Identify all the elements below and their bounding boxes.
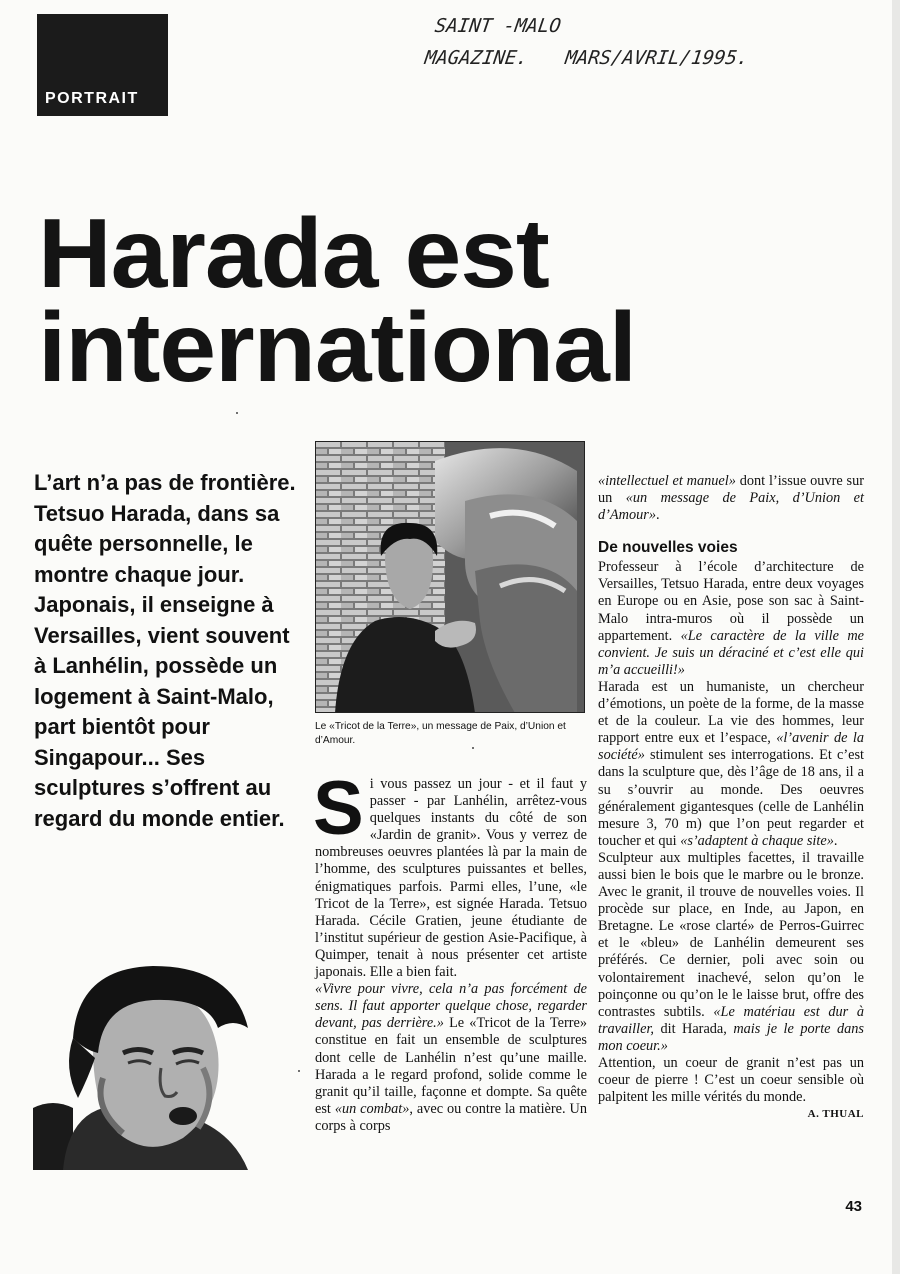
quote-intellectuel: «intellectuel et manuel» [598,473,736,489]
quote-coeur: mais je le porte dans mon coeur.» [598,1020,864,1054]
quote-message: «un message de Paix, d’Union et d’Amour» [598,490,864,524]
paragraph-professeur [598,559,864,679]
handwritten-annotation [425,10,865,74]
author-signature: A. THUAL [807,1108,864,1121]
paragraph-dit-harada: dit Harada, [654,1020,734,1037]
handwritten-date: MARS/AVRIL/1995. [563,47,750,69]
quote-vivre: «Vivre pour vivre, cela n’a pas forcément de sens. Il faut apporter quelque chose, regarder devant, pas derrière.» [315,981,587,1032]
paragraph-continued [598,473,864,524]
paragraph-intro-text: i vous passez un jour - et il faut y passer - par Lanhélin, arrêtez-vous quelques instants du côté de son «Jardin de granit». Vous y verrez de nombreuses oeuvres plantées là par la main de l’homme, des sculptures puissantes et belles, énigmatiques parfois. Parmi elles, l’une, «le Tricot de la Terre», est signée Harada. Tetsuo Harada. Cécile Gratien, jeune étudiante de l’institut supérieur de gestion Asie-Pacifique, à Quimper, tenait à nous présenter cet artiste japonais. Elle a bien fait. [315,776,587,981]
paragraph-sculpteur-text: Sculpteur aux multiples facettes, il travaille aussi bien le bois que le marbre ou le bronze. Avec le granit, il trouve de nouvelles voies. Il procède sur place, en Inde, au Japon, en Bretagne. Le «rose clarté» de Perros-Guirrec et le «bleu» de Lanhélin demeurent ses préférés. Ce dernier, poli avec soin ou volontairement inachevé, selon qu’on le poinçonne ou qu’on le le laisse brut, offre des contrastes subtils. [598,849,864,1020]
quote-materiau: «Le matériau est dur à travailler, [598,1003,864,1037]
quote-caractere: «Le caractère de la ville me convient. Je suis un déraciné et c’est elle qui m’a accueilli!» [598,627,864,678]
rubric-label: PORTRAIT [45,90,139,107]
page-number: 43 [845,1198,862,1215]
article-subheading: De nouvelles voies [598,539,738,557]
print-speck [236,412,238,414]
paragraph-sculpteur [598,850,864,1055]
article-column-1 [313,766,587,1135]
headline-line-1: Harada est [38,198,549,308]
paragraph-humaniste-text: Harada est un humaniste, un chercheur d’émotions, un poète de la forme, de la masse et de la couleur. La vie des hommes, leur rapport entre eux et l’espace, [598,678,864,747]
print-speck [472,747,474,749]
headline-line-2: international [38,292,637,402]
lead-paragraph [34,468,302,834]
photo-caption: Le «Tricot de la Terre», un message de Paix, d’Union et d’Amour. [315,721,566,746]
paragraph-issue-text: dont l’issue ouvre sur un [598,473,864,507]
paragraph-professeur-text: Professeur à l’école d’architecture de Versailles, Tetsuo Harada, entre deux voyages en Europe ou en Asie, pose son sac à Saint-Malo intra-muros où il possède un appartement. [598,559,864,644]
paragraph-conclusion-text: Attention, un coeur de granit n’est pas un coeur de pierre ! C’est un coeur sensible où palpitent les mille vérités du monde. [598,1055,864,1106]
paragraph-humaniste-end: . [833,832,838,849]
lead-text: L’art n’a pas de frontière. Tetsuo Harada, dans sa quête personnelle, le montre chaque jour. Japonais, il enseigne à Versailles, vient souvent à Lanhélin, possède un logement à Saint-Malo, part bientôt pour Singapour... Ses sculptures s’offrent au regard du monde entier. [34,470,296,831]
article-column-2 [598,473,864,1123]
article-headline [38,198,637,402]
drop-cap: S [313,766,364,851]
quote-adaptent: «s’adaptent à chaque site» [680,832,834,849]
quote-combat: «un combat» [334,1100,410,1117]
paragraph-humaniste [598,679,864,850]
section-rubric [37,14,168,116]
sculpture-photo [315,441,585,713]
paragraph-conclusion [598,1055,864,1123]
page-edge-shadow [892,0,900,1274]
paragraph-end-dot: . [655,507,660,524]
paragraph-sculpture-text: stimulent ses interrogations. Et c’est dans la sculpture que, dès l’âge de 18 ans, il a su s’ouvrir au monde. Des oeuvres généralement gigantesques (celle de Lanhélin mesure 3, 70 m) que l’on peut regarder et toucher et qui [598,747,864,849]
print-speck [298,1070,300,1072]
handwritten-line-1: SAINT -MALO [433,15,563,37]
paragraph-corps-text: , avec ou contre la matière. Un corps à corps [315,1100,587,1134]
paragraph-tricot-text: Le «Tricot de la Terre» constitue en fait un ensemble de sculptures dont celle de Lanhélin n’est qu’une maille. Harada a le regard profond, solide comme le granit qu’il taille, façonne et dompte. Sa quête est [315,1015,587,1117]
paragraph-quote [315,981,587,1135]
handwritten-magazine: MAGAZINE. [423,47,530,69]
portrait-photo [33,958,265,1170]
quote-avenir: «l’avenir de la société» [598,730,864,764]
handwritten-line-2 [423,42,867,74]
